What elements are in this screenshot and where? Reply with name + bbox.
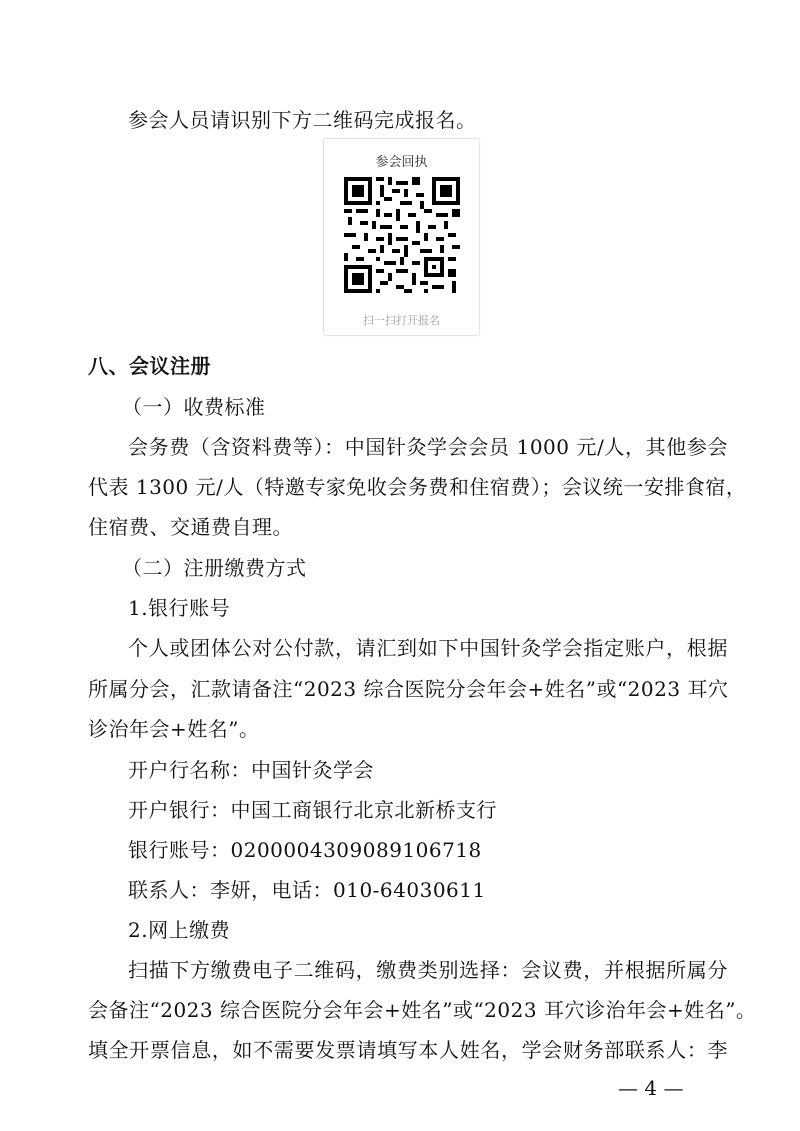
registration-qr-card[interactable] (323, 138, 480, 336)
subheading-bank-account: 1.银行账号 (128, 596, 231, 620)
qr-card-caption: 扫一扫打开报名 (363, 314, 440, 327)
bank-paragraph-line-2: 所属分会，汇款请备注“2023 综合医院分会年会+姓名”或“2023 耳穴 (88, 677, 729, 701)
online-paragraph-line-3: 填全开票信息，如不需要发票请填写本人姓名，学会财务部联系人：李 (88, 1038, 728, 1062)
section-heading-registration: 八、会议注册 (88, 354, 211, 378)
subheading-online-payment: 2.网上缴费 (128, 918, 231, 942)
fee-paragraph-line-2: 代表 1300 元/人（特邀专家免收会务费和住宿费）；会议统一安排食宿， (88, 475, 747, 499)
contact-info: 联系人：李妍，电话：010-64030611 (128, 878, 486, 902)
fee-paragraph-line-3: 住宿费、交通费自理。 (88, 515, 293, 539)
bank-paragraph-line-1: 个人或团体公对公付款，请汇到如下中国针灸学会指定账户，根据 (128, 636, 728, 660)
subheading-fee-standard: （一）收费标准 (122, 395, 266, 419)
qr-card-title: 参会回执 (375, 155, 428, 170)
account-number: 银行账号：0200004309089106718 (128, 838, 482, 862)
bank-name: 开户银行：中国工商银行北京北新桥支行 (128, 798, 497, 822)
online-paragraph-line-2: 会备注“2023 综合医院分会年会+姓名”或“2023 耳穴诊治年会+姓名”。 (88, 998, 757, 1022)
qr-code-icon[interactable] (344, 177, 460, 293)
subheading-payment-method: （二）注册缴费方式 (122, 556, 307, 580)
intro-text: 参会人员请识别下方二维码完成报名。 (128, 108, 477, 132)
page-number: — 4 — (618, 1076, 684, 1100)
online-paragraph-line-1: 扫描下方缴费电子二维码，缴费类别选择：会议费，并根据所属分 (128, 958, 728, 982)
account-name: 开户行名称：中国针灸学会 (128, 758, 374, 782)
bank-paragraph-line-3: 诊治年会+姓名”。 (88, 717, 260, 741)
fee-paragraph-line-1: 会务费（含资料费等）：中国针灸学会会员 1000 元/人，其他参会 (128, 435, 728, 459)
